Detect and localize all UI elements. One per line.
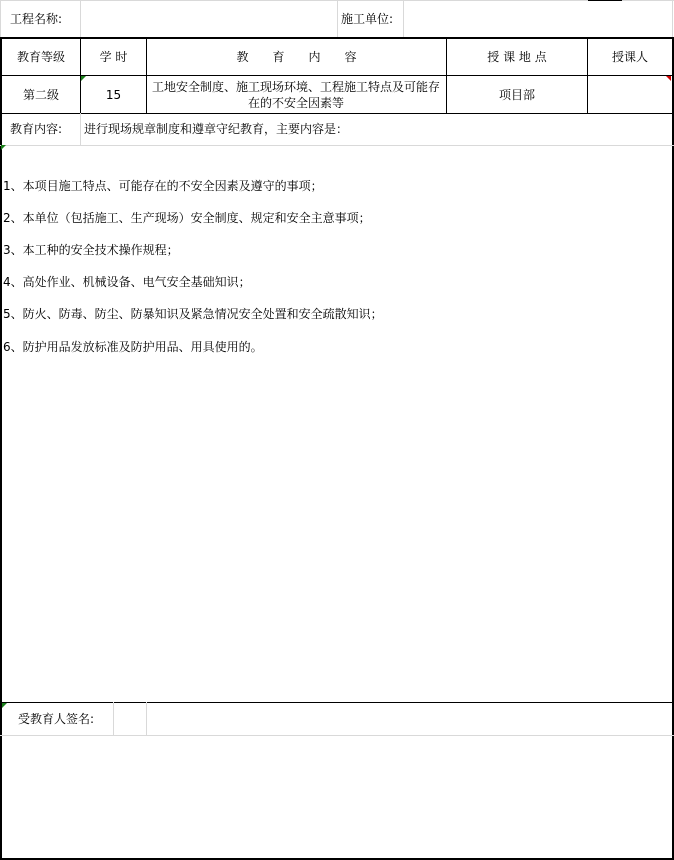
level-cell: 第二级 — [22, 88, 59, 102]
content-cell: 工地安全制度、施工现场环境、工程施工特点及可能存在的不安全因素等 — [151, 80, 440, 110]
signature-label: 受教育人签名: — [18, 712, 95, 726]
signature-area[interactable] — [2, 737, 672, 857]
project-name-label: 工程名称: — [10, 12, 63, 26]
construction-unit-label: 施工单位: — [341, 12, 394, 26]
column-header-location: 授 课 地 点 — [487, 50, 547, 64]
column-header-hours: 学 时 — [99, 50, 128, 64]
list-item: 6、防护用品发放标准及防护用品、用具使用的。 — [3, 340, 263, 354]
list-item: 2、本单位（包括施工、生产现场）安全制度、规定和安全主意事项； — [3, 211, 371, 225]
list-item: 3、本工种的安全技术操作规程； — [3, 243, 179, 257]
hours-cell: 15 — [105, 88, 122, 102]
column-header-instructor: 授课人 — [611, 50, 648, 64]
column-header-level: 教育等级 — [16, 50, 65, 64]
education-label: 教育内容: — [10, 122, 63, 136]
list-item: 4、高处作业、机械设备、电气安全基础知识； — [3, 275, 251, 289]
education-intro: 进行现场规章制度和遵章守纪教育，主要内容是： — [84, 122, 349, 136]
column-header-content: 教 育 内 容 — [236, 50, 357, 64]
list-item: 1、本项目施工特点、可能存在的不安全因素及遵守的事项； — [3, 179, 323, 193]
location-cell: 项目部 — [498, 88, 535, 102]
list-item: 5、防火、防毒、防尘、防暴知识及紧急情况安全处置和安全疏散知识； — [3, 307, 383, 321]
